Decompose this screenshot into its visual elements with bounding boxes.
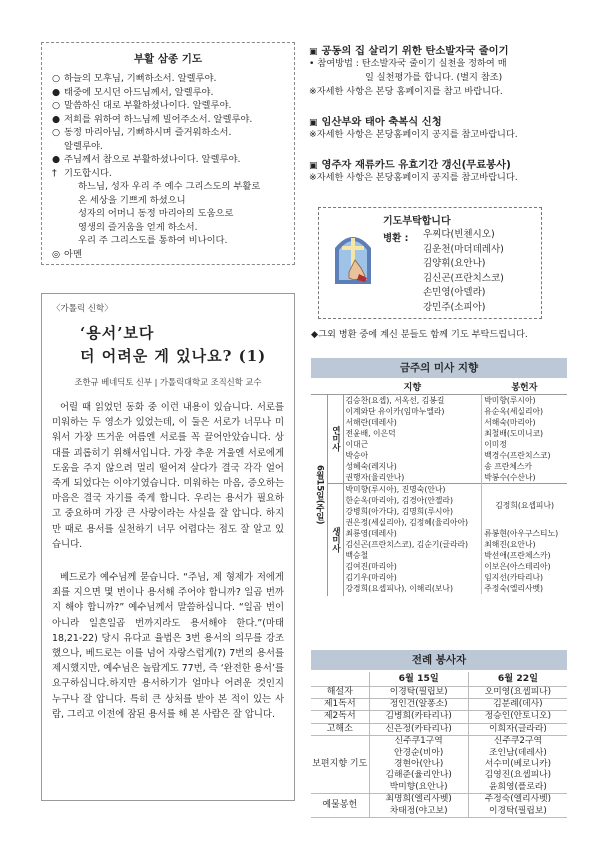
prayer-line: ○ 하늘의 모후님, 기뻐하소서. 알렐루야. [52, 73, 217, 84]
prayer-request-names [423, 228, 504, 315]
mass-intention-table [311, 380, 567, 596]
article-paragraph: 어릴 때 읽었던 동화 중 이런 내용이 있습니다. 서로를 미워하는 두 영소가 있었는데, 이 둘은 서로가 너무나 미워서 가장 뜨거운 여름엔 서로를 꼭 끌어안았습니다. 상대를 괴롭히기 위해서입니다. 가장 추운 겨울엔 서로에게 도움을 주지 않으려 멀리 떨어져 살다가 결국 각각 얼어 죽게 되었다는 이야기였습니다. 미워하는 마음, 증오하는 마음은 결국 자기를 죽게 합니다. 우리는 용서가 필요하고 중요하며 가장 큰 사랑이라는 사실을 잘 압니다. 하지만 때로 용서를 실천하기 너무 어렵다는 점도 잘 알고 있습니다. [52, 402, 284, 550]
notice-title: ▣ 영주자 재류카드 유효기간 갱신(무료봉사) [309, 159, 511, 171]
liturgy-servers-table [311, 672, 567, 818]
table-row: 박승아 백경수(프란치스코) [311, 450, 567, 461]
patient-name: 우찌다(빈첸시오) [423, 229, 495, 240]
prayer-role: 보편지향 기도 [311, 736, 369, 794]
article-paragraph: 베드로가 예수님께 묻습니다. “주님, 제 형제가 저에게 죄를 지으면 몇 번이나 용서해 주어야 합니까? 일곱 번까지 해야 합니까?” 예수님께서 말씀하십니다. “일곱 번이 아니라 일흔일곱 번까지라도 용서해야 한다.”(마태 18,21-22) 당시 유다교 율법은 3번 용서의 의무를 강조했으나, 베드로는 이를 넘어 자랑스럽게(?) 7번의 용서를 제시했지만, 예수님은 놀랍게도 77번, 즉 ‘완전한 용서’를 요구하십니다.하지만 용서하기가 얼마나 어려운 것인지 누구나 잘 압니다. 특히 큰 상처를 받아 본 적이 있는 사람, 그리고 이전에 잠된 용서를 해 본 사람은 잘 압니다. [52, 572, 284, 720]
offering-role: 예물봉헌 [311, 794, 369, 818]
prayer-request-title: 기도부탁합니다 [383, 216, 451, 227]
prayer-line: ● 태중에 모시던 아드님께서, 알렐루야. [52, 86, 214, 98]
notice-residence-card [309, 156, 571, 185]
mass-kind-living: 생미사 [327, 483, 343, 596]
prayer-line: † 기도합시다. [52, 167, 112, 179]
prayer-line: ○ 말씀하신 대로 부활하셨나이다. 알렐루야. [52, 100, 232, 111]
prayer-line: 알렐루야. [64, 140, 103, 152]
table-row: 김신곤(프란치스코), 김순기(글라라) 최해진(요안나) [311, 539, 567, 550]
patient-name: 김신곤(프란치스코) [423, 272, 504, 284]
prayer-title: 부활 삼종 기도 [133, 53, 203, 65]
article-author: 조한규 베네딕토 신부 | 가톨릭대학교 조직신학 교수 [74, 377, 262, 387]
prayer-body-line: 온 세상을 기쁘게 하셨으니 [78, 194, 186, 206]
column-header-date: 6월 15일 [369, 672, 468, 686]
prayer-request-box [318, 207, 542, 319]
notice-pregnancy-blessing [309, 113, 571, 142]
prayer-request-label: 병환 : [383, 233, 409, 244]
praying-hands-window-icon [331, 230, 375, 284]
prayer-body-line: 우리 주 그리스도를 통하여 비나이다. [78, 235, 228, 246]
notice-title: ▣ 공동의 집 살리기 위한 탄소발자국 줄이기 [309, 45, 509, 57]
column-header-offerer: 봉헌자 [482, 380, 567, 394]
prayer-line: ● 주님께서 참으로 부활하셨나이다. 알렐루야. [52, 154, 241, 165]
liturgy-servers-title: 전례 봉사자 [311, 650, 567, 670]
table-row: 예물봉헌 최명희(엘리사벳) 차태정(야고보) 주정숙(엘리사벳) 이경탁(필립보) [311, 794, 567, 818]
prayer-body-line: 하느님, 성자 우리 주 예수 그리스도의 부활로 [78, 181, 261, 192]
article-title-line2: 더 어려운 게 있나요? (1) [80, 347, 267, 365]
column-header-intention: 지향 [343, 380, 482, 394]
notice-line: ※자세한 사항은 본당홈페이지 공지를 참고바랍니다. [309, 172, 518, 183]
table-row: 권은정(세실리아), 김정혜(율리아아) [311, 517, 567, 528]
notice-line: ※자세한 사항은 본당 홈페이지를 참고 바랍니다. [309, 86, 503, 97]
prayer-body-line: 영생의 즐거움을 얻게 하소서. [78, 221, 198, 233]
patient-name: 김운천(마더데레사) [423, 243, 504, 255]
prayer-amen: ◎ 아멘 [52, 248, 82, 260]
prayer-line: ● 저희를 위하여 하느님께 빌어주소서. 알렐루야. [52, 113, 253, 125]
article-category: 〈가톨릭 신학〉 [52, 304, 113, 314]
table-row: 해설자 이경탁(필립보) 오미영(요셉피나) [311, 686, 567, 698]
table-row: 강병희(아가다), 김명희(루시아) [311, 506, 567, 517]
patient-name: 손민영(아델라) [423, 287, 486, 298]
prayer-request-note: ◆그외 병환 중에 계신 분들도 함께 기도 부탁드립니다. [311, 329, 528, 340]
table-row: 이계와단 유이카(임마누엘라) 유순옥(세실리아) [311, 406, 567, 417]
prayer-line: ○ 동정 마리아님, 기뻐하시며 즐거워하소서. [52, 127, 232, 138]
mass-kind-dead: 연미사 [327, 394, 343, 483]
mass-date: 6월15일(주일) [311, 394, 327, 596]
table-row: 제2독서 김병희(카타리나) 정승인(안토니오) [311, 711, 567, 723]
table-row: 강경희(요셉피나), 이해리(보나) 주정숙(엘리사벳) [311, 583, 567, 594]
table-row: 권행자(율리안나) 박봉수(수산나) [311, 472, 567, 484]
regina-caeli-prayer-box [41, 42, 295, 265]
column-header-date: 6월 22일 [468, 672, 567, 686]
notice-line: • 참여방법 : 탄소발자국 줄이기 실천을 정하여 매 [309, 58, 507, 69]
table-row: 보편지향 기도 신주쿠1구역 안경순(비아) 경현아(안나) 김해준(율리안나) 박미향(요안나) 신주쿠2구역 조인남(데레사) 서수미(베로니카) 김영진(요셉피나) 윤희영(플로라) [311, 736, 567, 794]
table-row: 6월15일(주일) 연미사 김승찬(요셉), 서옥선, 김봉길 박미향(루시아) [311, 394, 567, 406]
theology-article [41, 293, 295, 801]
table-row: 김여진(마리아) 이보은(아스테리아) [311, 561, 567, 572]
table-row: 김기우(마리아) 임지선(카타리나) [311, 572, 567, 583]
article-title-line1: ‘용서’보다 [80, 324, 155, 342]
table-row: 서해란(데레사) 서해숙(마리아) [311, 417, 567, 428]
notice-line: ※자세한 사항은 본당홈페이지 공지를 참고바랍니다. [309, 129, 518, 140]
notice-title: ▣ 임산부와 태아 축복식 신청 [309, 116, 442, 128]
table-row: 성혜숙(레지나) 송 프란체스카 [311, 461, 567, 472]
patient-name: 김양휘(요안나) [423, 258, 486, 269]
table-row: 전윤배, 이은덕 최철배(도미니코) [311, 428, 567, 439]
prayer-body-line: 성자의 어머니 동정 마리아의 도움으로 [78, 208, 234, 219]
table-row: 생미사 박미향(루시아), 진명숙(안나) 김정희(요셉피나) [311, 483, 567, 495]
table-row: 백승철 박선애(프란체스카) [311, 550, 567, 561]
table-row: 고해소 신은정(카타리나) 이희자(글라라) [311, 723, 567, 735]
table-row: 한순옥(마리아), 김경아(안젤라) [311, 495, 567, 506]
table-row: 최룡영(데레사) 류봉현(아우구스티노) [311, 528, 567, 539]
mass-intention-title: 금주의 미사 지향 [311, 358, 567, 378]
notice-carbon-footprint [309, 42, 571, 99]
table-row: 이대근 이미정 [311, 439, 567, 450]
table-row: 제1독서 정인건(알퐁소) 김분례(데사) [311, 698, 567, 710]
patient-name: 강민주(소피아) [423, 301, 486, 313]
notice-line: 일 실천평가를 합니다. (별지 참조) [365, 72, 503, 83]
